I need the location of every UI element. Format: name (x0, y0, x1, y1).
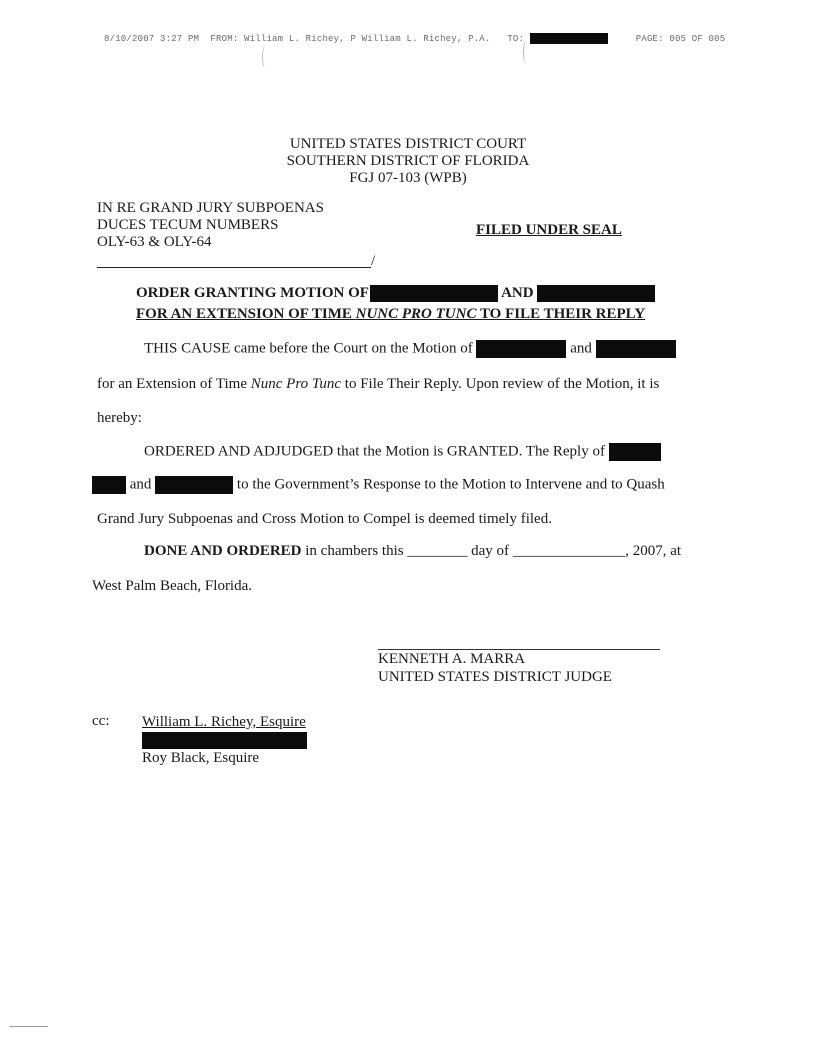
para2-line2: and to the Government’s Response to the Motion to Intervene and to Quash (92, 476, 665, 494)
caption-line: IN RE GRAND JURY SUBPOENAS (97, 200, 324, 216)
case-caption (97, 200, 324, 251)
judge-block (378, 650, 612, 686)
order-title-line2: FOR AN EXTENSION OF TIME NUNC PRO TUNC TO FILE THEIR REPLY (136, 306, 646, 322)
redaction-movant-2 (537, 285, 655, 302)
done-location: West Palm Beach, Florida. (92, 578, 253, 594)
redaction-party-4 (155, 476, 233, 494)
redaction-party-3 (609, 443, 661, 461)
fax-to-label: TO: (507, 33, 525, 44)
court-name: UNITED STATES DISTRICT COURT (289, 136, 527, 152)
para1-line2: for an Extension of Time Nunc Pro Tunc to File Their Reply. Upon review of the Motion, it is (97, 376, 660, 392)
caption-line: DUCES TECUM NUMBERS (97, 217, 279, 233)
para1-line3: hereby: (97, 410, 142, 426)
fax-page: PAGE: 005 OF 005 (635, 33, 726, 44)
caption-line: OLY-63 & OLY-64 (97, 234, 212, 250)
redaction-party-1 (476, 340, 566, 358)
caption-rule (97, 267, 371, 268)
judge-title: UNITED STATES DISTRICT JUDGE (378, 669, 612, 685)
day-blank: ________ (407, 543, 468, 559)
fax-header (104, 33, 725, 44)
redaction-party-3b (92, 476, 126, 494)
court-header (0, 136, 816, 187)
order-title-line1: ORDER GRANTING MOTION OF AND (136, 285, 655, 302)
para1-line1: THIS CAUSE came before the Court on the Motion of and (144, 340, 676, 358)
cc-label: cc: (92, 713, 110, 729)
cc-recipient-redacted (142, 731, 307, 749)
scan-edge-mark (10, 1026, 48, 1027)
redaction-cc-recipient (142, 732, 307, 749)
para2-line3: Grand Jury Subpoenas and Cross Motion to Compel is deemed timely filed. (97, 511, 552, 527)
caption-slash: / (371, 253, 376, 269)
case-number: FGJ 07-103 (WPB) (349, 170, 467, 186)
para2-line1: ORDERED AND ADJUDGED that the Motion is GRANTED. The Reply of (144, 443, 661, 461)
month-blank: _______________ (512, 543, 626, 559)
scan-artifact (262, 46, 269, 68)
done-ordered-line: DONE AND ORDERED in chambers this ________ day of _______________, 2007, at (144, 543, 682, 559)
fax-timestamp: 8/10/2007 3:27 PM (104, 33, 200, 44)
court-district: SOUTHERN DISTRICT OF FLORIDA (286, 153, 530, 169)
cc-recipient: William L. Richey, Esquire (142, 714, 306, 730)
redaction-party-2 (596, 340, 676, 358)
redaction-fax-to (530, 33, 608, 44)
scan-artifact (523, 40, 530, 64)
fax-from: William L. Richey, P William L. Richey, P.A. (244, 33, 491, 44)
fax-from-label: FROM: (210, 33, 239, 44)
cc-list (142, 713, 307, 767)
filed-under-seal: FILED UNDER SEAL (476, 222, 622, 238)
cc-recipient: Roy Black, Esquire (142, 750, 260, 766)
redaction-movant-1 (370, 285, 498, 302)
judge-name: KENNETH A. MARRA (378, 651, 526, 667)
